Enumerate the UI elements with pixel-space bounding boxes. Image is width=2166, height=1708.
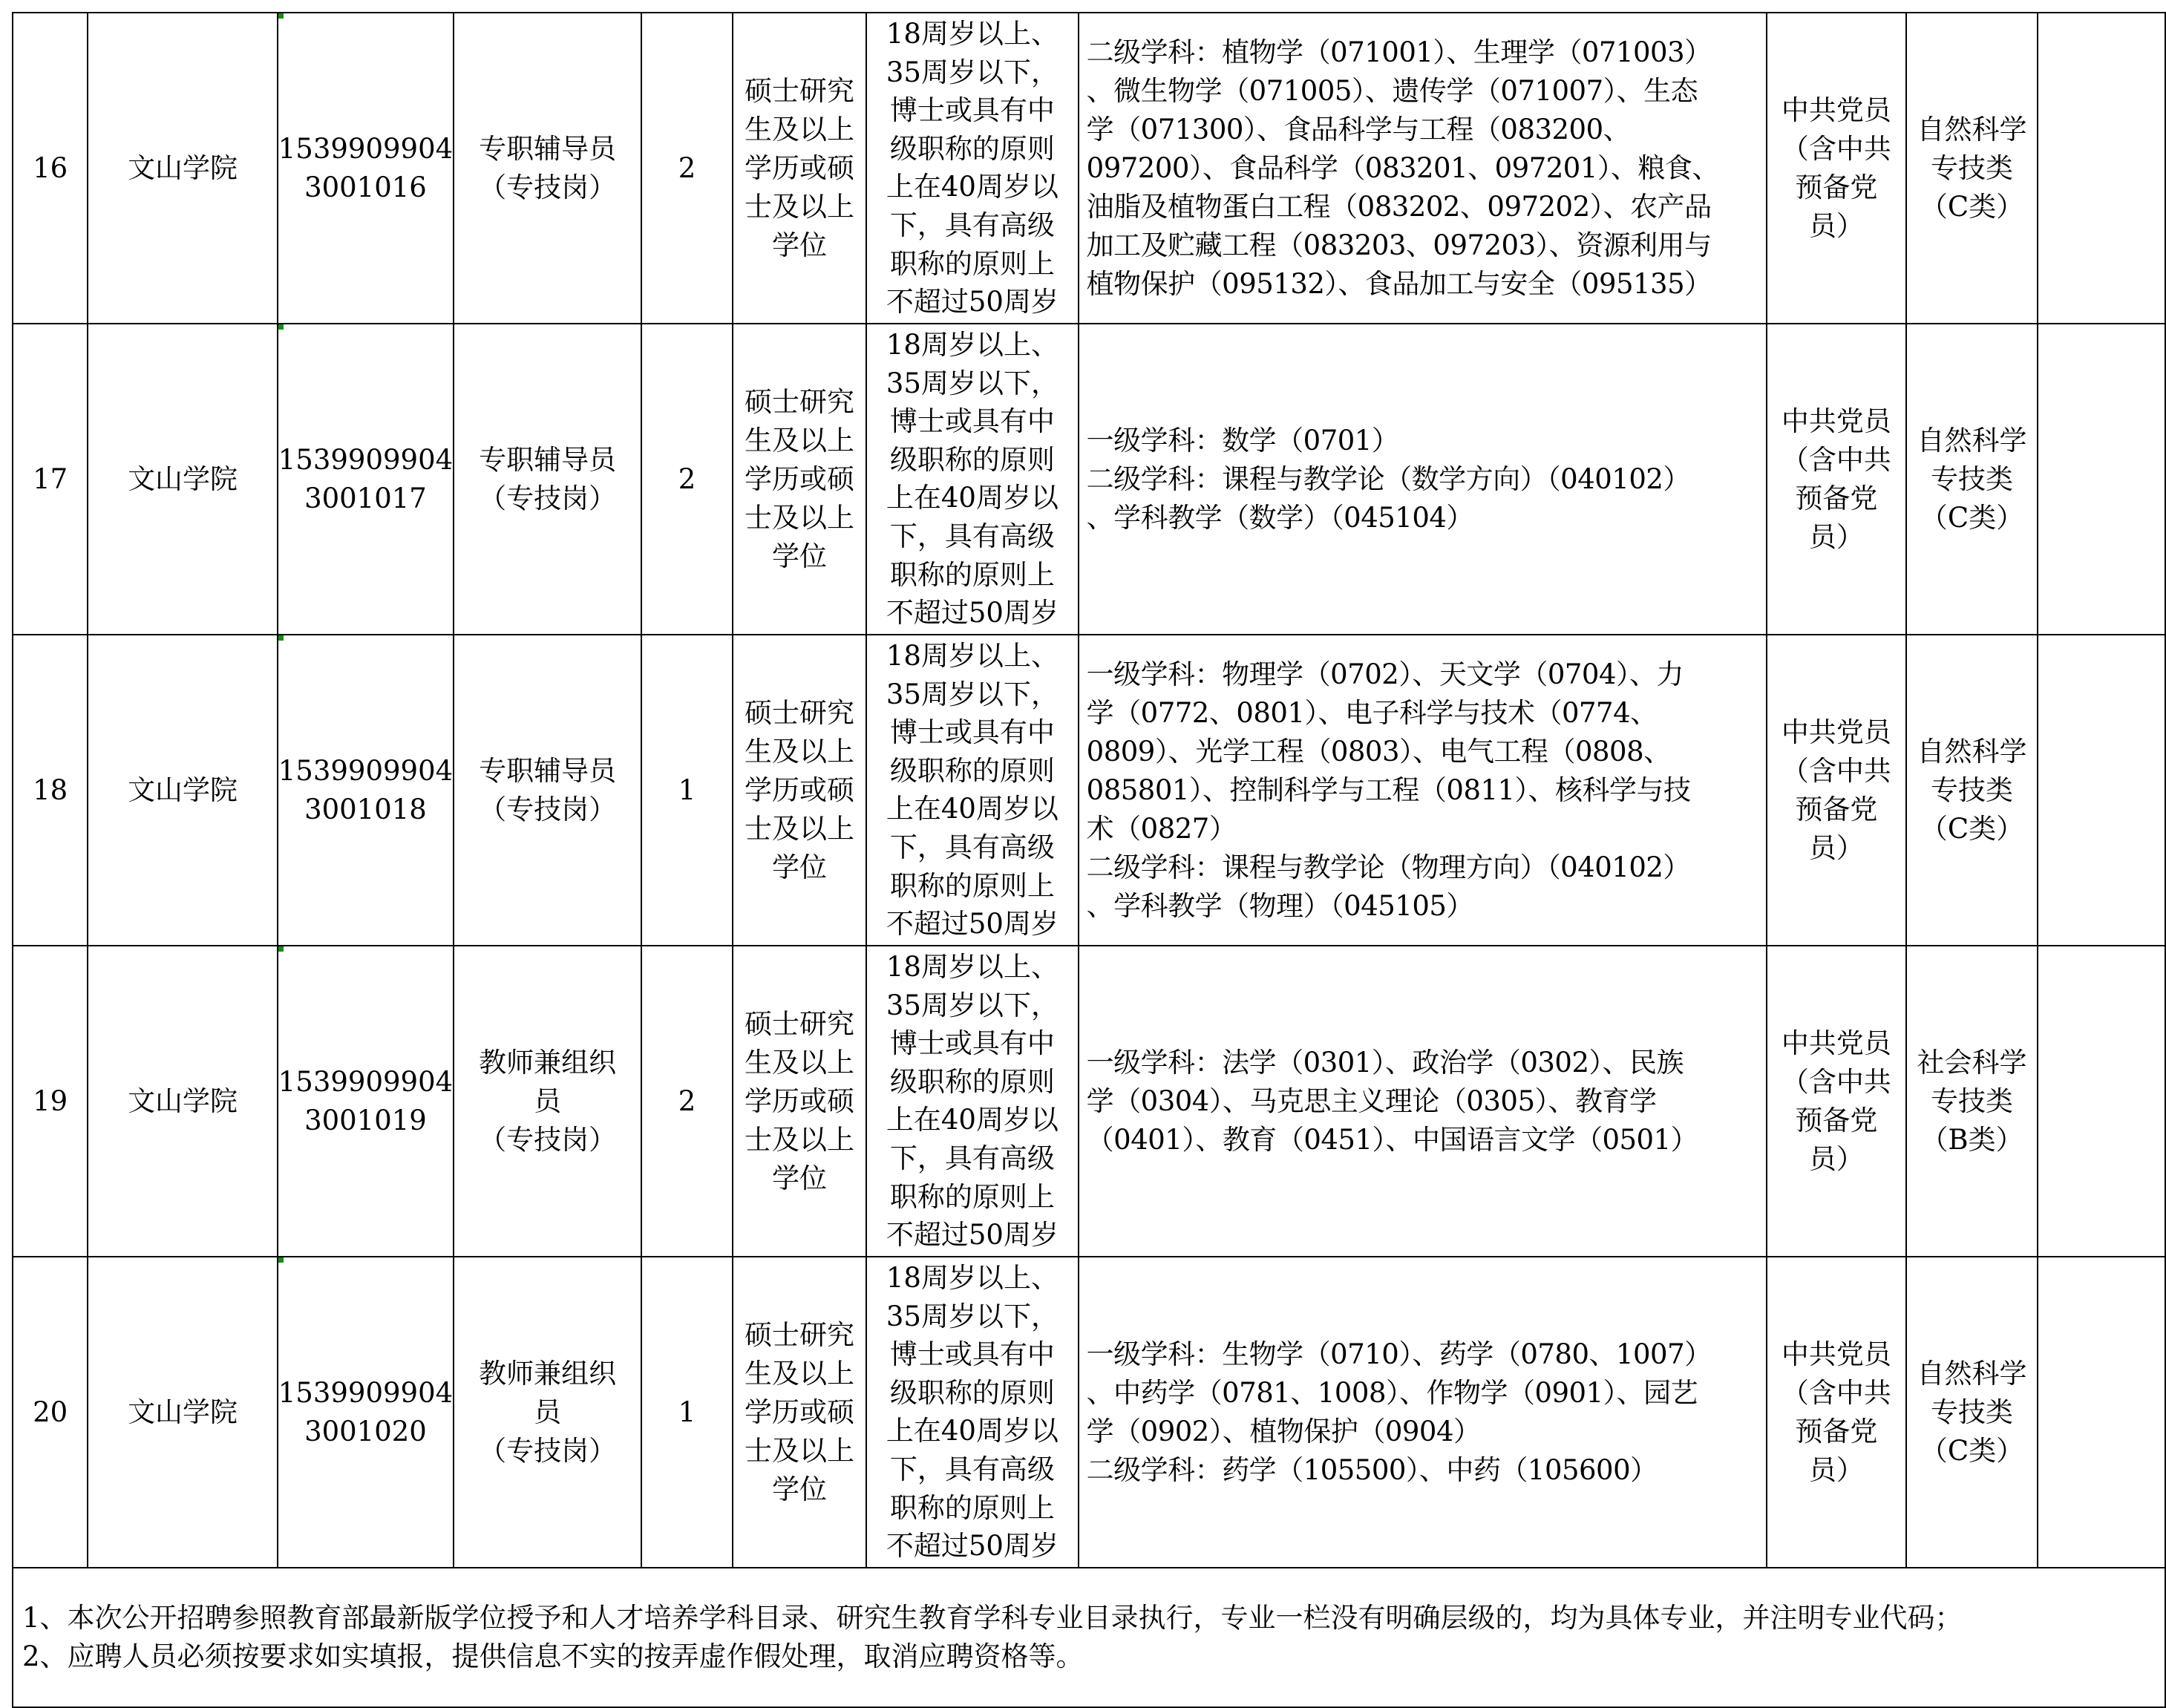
major-requirement-line: （0401）、教育（0451）、中国语言文学（0501） xyxy=(1086,1123,1698,1156)
post-code-line: 1539909904 xyxy=(278,1065,454,1098)
political-status-line: 员） xyxy=(1808,831,1864,864)
exam-category xyxy=(1906,13,2038,324)
notes-cell xyxy=(13,1568,2165,1707)
exam-category xyxy=(1906,946,2038,1257)
major-requirement-line: 085801）、控制科学与工程（0811）、核科学与技 xyxy=(1086,773,1691,806)
education-requirement-line: 学历或硕 xyxy=(745,1084,855,1117)
age-requirement-line: 级职称的原则 xyxy=(889,132,1055,165)
age-requirement xyxy=(866,324,1078,635)
education-requirement-line: 学历或硕 xyxy=(745,462,855,495)
education-requirement xyxy=(733,635,866,946)
recruitment-table xyxy=(12,12,2166,1708)
post-code xyxy=(278,946,454,1257)
political-status xyxy=(1767,1257,1907,1568)
education-requirement-line: 士及以上 xyxy=(745,190,855,223)
political-status xyxy=(1767,635,1907,946)
age-requirement-line: 不超过50周岁 xyxy=(886,1219,1059,1251)
age-requirement-line: 级职称的原则 xyxy=(889,754,1055,787)
major-requirement-line: 术（0827） xyxy=(1086,812,1237,845)
major-requirement-line: 学（0304）、马克思主义理论（0305）、教育学 xyxy=(1086,1084,1657,1117)
major-requirement-line: 二级学科：课程与教学论（数学方向）（040102） xyxy=(1086,462,1690,495)
age-requirement-line: 35周岁以下， xyxy=(886,1300,1059,1332)
major-requirement-line: 一级学科：物理学（0702）、天文学（0704）、力 xyxy=(1086,658,1684,690)
age-requirement-line: 不超过50周岁 xyxy=(886,286,1059,318)
political-status-line: 预备党 xyxy=(1795,793,1878,825)
age-requirement-line: 下，具有高级 xyxy=(889,831,1055,863)
age-requirement-line: 级职称的原则 xyxy=(889,1065,1055,1098)
major-requirement-line: 097200）、食品科学（083201、097201）、粮食、 xyxy=(1086,151,1719,184)
major-requirement-line: 二级学科：植物学（071001）、生理学（071003） xyxy=(1086,36,1712,68)
exam-category xyxy=(1906,324,2038,635)
exam-category-line: 专技类 xyxy=(1931,1084,2014,1117)
age-requirement-line: 下，具有高级 xyxy=(889,209,1055,241)
post-name xyxy=(454,1257,641,1568)
age-requirement-line: 博士或具有中 xyxy=(889,1338,1055,1371)
age-requirement xyxy=(866,1257,1078,1568)
age-requirement-line: 下，具有高级 xyxy=(889,1453,1055,1485)
education-requirement-line: 士及以上 xyxy=(745,812,855,845)
post-name-line: 员 xyxy=(534,1084,562,1117)
post-name xyxy=(454,13,641,324)
political-status-line: 员） xyxy=(1808,520,1864,553)
education-requirement-line: 生及以上 xyxy=(745,1357,855,1390)
age-requirement-line: 博士或具有中 xyxy=(889,94,1055,127)
education-requirement-line: 生及以上 xyxy=(745,735,855,768)
exam-category-line: 专技类 xyxy=(1931,773,2014,806)
major-requirement-line: 、学科教学（数学）（045104） xyxy=(1086,501,1473,534)
political-status xyxy=(1767,324,1907,635)
age-requirement-line: 职称的原则上 xyxy=(889,1180,1055,1213)
post-code xyxy=(278,324,454,635)
hiring-count: 2 xyxy=(641,324,733,635)
post-name xyxy=(454,946,641,1257)
age-requirement-line: 上在40周岁以 xyxy=(886,793,1059,825)
remarks-cell xyxy=(2038,635,2165,946)
political-status-line: 预备党 xyxy=(1795,1104,1878,1136)
age-requirement xyxy=(866,946,1078,1257)
unit-name: 文山学院 xyxy=(88,946,277,1257)
row-number: 16 xyxy=(13,13,88,324)
major-requirement-line: 一级学科：数学（0701） xyxy=(1086,424,1399,457)
exam-category-line: （B类） xyxy=(1920,1123,2023,1156)
major-requirement-line: 、微生物学（071005）、遗传学（071007）、生态 xyxy=(1086,74,1698,107)
education-requirement-line: 学历或硕 xyxy=(745,773,855,806)
education-requirement-line: 硕士研究 xyxy=(745,74,855,107)
education-requirement-line: 学历或硕 xyxy=(745,151,855,184)
education-requirement-line: 学位 xyxy=(772,540,828,572)
age-requirement-line: 上在40周岁以 xyxy=(886,1104,1059,1136)
age-requirement-line: 级职称的原则 xyxy=(889,443,1055,476)
major-requirement-line: 一级学科：法学（0301）、政治学（0302）、民族 xyxy=(1086,1046,1684,1079)
age-requirement-line: 博士或具有中 xyxy=(889,1027,1055,1060)
hiring-count: 1 xyxy=(641,1257,733,1568)
education-requirement-line: 学位 xyxy=(772,851,828,883)
table-row xyxy=(13,1257,2165,1568)
education-requirement-line: 硕士研究 xyxy=(745,696,855,729)
political-status xyxy=(1767,946,1907,1257)
post-name-line: （专技岗） xyxy=(479,1123,617,1156)
post-name-line: 员 xyxy=(534,1395,562,1428)
post-code-line: 1539909904 xyxy=(278,754,454,787)
education-requirement-line: 学位 xyxy=(772,229,828,261)
education-requirement-line: 硕士研究 xyxy=(745,385,855,418)
education-requirement xyxy=(733,13,866,324)
table-row xyxy=(13,324,2165,635)
post-name-line: 专职辅导员 xyxy=(479,754,617,787)
remarks-cell xyxy=(2038,1257,2165,1568)
post-name-line: （专技岗） xyxy=(479,482,617,514)
unit-name: 文山学院 xyxy=(88,1257,277,1568)
political-status-line: （含中共 xyxy=(1781,754,1891,787)
age-requirement-line: 35周岁以下， xyxy=(886,56,1059,88)
major-requirement-line: 植物保护（095132）、食品加工与安全（095135） xyxy=(1086,267,1712,300)
age-requirement-line: 职称的原则上 xyxy=(889,1491,1055,1524)
table-row xyxy=(13,946,2165,1257)
exam-category-line: （C类） xyxy=(1920,190,2024,223)
unit-name: 文山学院 xyxy=(88,13,277,324)
hiring-count: 2 xyxy=(641,13,733,324)
exam-category-line: 自然科学 xyxy=(1917,735,2027,768)
age-requirement-line: 35周岁以下， xyxy=(886,678,1059,710)
age-requirement-line: 18周岁以上、 xyxy=(886,18,1059,50)
major-requirement-line: 二级学科：药学（105500）、中药（105600） xyxy=(1086,1453,1658,1486)
major-requirement-line: 油脂及植物蛋白工程（083202、097202）、农产品 xyxy=(1086,190,1712,223)
post-name-line: 专职辅导员 xyxy=(479,443,617,476)
row-number: 20 xyxy=(13,1257,88,1568)
post-name-line: （专技岗） xyxy=(479,171,617,203)
post-name-line: （专技岗） xyxy=(479,793,617,825)
post-code-line: 1539909904 xyxy=(278,132,454,165)
age-requirement-line: 博士或具有中 xyxy=(889,405,1055,438)
hiring-count: 1 xyxy=(641,635,733,946)
major-requirement-line: 二级学科：课程与教学论（物理方向）（040102） xyxy=(1086,851,1690,883)
post-name xyxy=(454,635,641,946)
major-requirement-line: 学（0772、0801）、电子科学与技术（0774、 xyxy=(1086,696,1658,729)
education-requirement-line: 硕士研究 xyxy=(745,1007,855,1040)
exam-category-line: 自然科学 xyxy=(1917,1357,2027,1390)
post-code-line: 3001020 xyxy=(304,1415,427,1447)
political-status-line: 预备党 xyxy=(1795,482,1878,514)
exam-category-line: （C类） xyxy=(1920,501,2024,534)
education-requirement-line: 生及以上 xyxy=(745,1046,855,1079)
political-status-line: （含中共 xyxy=(1781,1065,1891,1098)
political-status-line: （含中共 xyxy=(1781,1376,1891,1409)
major-requirement xyxy=(1079,635,1767,946)
post-code xyxy=(278,13,454,324)
education-requirement xyxy=(733,1257,866,1568)
post-code-line: 1539909904 xyxy=(278,1376,454,1409)
note-2: 2、应聘人员必须按要求如实填报，提供信息不实的按弄虚作假处理，取消应聘资格等。 xyxy=(22,1640,1084,1672)
exam-category-line: 专技类 xyxy=(1931,151,2014,184)
age-requirement-line: 上在40周岁以 xyxy=(886,1415,1059,1447)
major-requirement-line: 0809）、光学工程（0803）、电气工程（0808、 xyxy=(1086,735,1671,768)
political-status-line: 中共党员 xyxy=(1781,405,1891,437)
age-requirement-line: 不超过50周岁 xyxy=(886,908,1059,940)
post-code-line: 3001017 xyxy=(304,482,427,514)
major-requirement-line: 学（071300）、食品科学与工程（083200、 xyxy=(1086,113,1631,145)
age-requirement-line: 不超过50周岁 xyxy=(886,1530,1059,1563)
major-requirement xyxy=(1079,1257,1767,1568)
age-requirement-line: 博士或具有中 xyxy=(889,716,1055,749)
political-status-line: 预备党 xyxy=(1795,1415,1878,1447)
unit-name: 文山学院 xyxy=(88,635,277,946)
table-row xyxy=(13,13,2165,324)
table-body xyxy=(13,13,2165,1568)
post-name-line: （专技岗） xyxy=(479,1434,617,1467)
age-requirement-line: 级职称的原则 xyxy=(889,1376,1055,1409)
exam-category-line: （C类） xyxy=(1920,1434,2024,1467)
row-number: 19 xyxy=(13,946,88,1257)
exam-category-line: 社会科学 xyxy=(1917,1046,2027,1079)
unit-name: 文山学院 xyxy=(88,324,277,635)
political-status-line: 预备党 xyxy=(1795,171,1878,203)
education-requirement-line: 学位 xyxy=(772,1473,828,1505)
major-requirement xyxy=(1079,946,1767,1257)
post-code-line: 3001018 xyxy=(304,793,427,825)
education-requirement xyxy=(733,946,866,1257)
education-requirement-line: 学历或硕 xyxy=(745,1395,855,1428)
post-name xyxy=(454,324,641,635)
political-status-line: 员） xyxy=(1808,209,1864,242)
exam-category-line: 专技类 xyxy=(1931,462,2014,495)
major-requirement-line: 学（0902）、植物保护（0904） xyxy=(1086,1415,1481,1447)
post-code xyxy=(278,635,454,946)
education-requirement xyxy=(733,324,866,635)
political-status xyxy=(1767,13,1907,324)
major-requirement-line: 、学科教学（物理）（045105） xyxy=(1086,889,1473,922)
exam-category-line: （C类） xyxy=(1920,812,2024,845)
age-requirement-line: 职称的原则上 xyxy=(889,869,1055,902)
major-requirement-line: 、中药学（0781、1008）、作物学（0901）、园艺 xyxy=(1086,1376,1698,1409)
row-number: 18 xyxy=(13,635,88,946)
note-1: 1、本次公开招聘参照教育部最新版学位授予和人才培养学科目录、研究生教育学科专业目录执行，专业一栏没有明确层级的，均为具体专业，并注明专业代码； xyxy=(22,1602,1963,1634)
major-requirement xyxy=(1079,13,1767,324)
education-requirement-line: 学位 xyxy=(772,1162,828,1194)
education-requirement-line: 士及以上 xyxy=(745,1434,855,1467)
education-requirement-line: 生及以上 xyxy=(745,113,855,145)
age-requirement-line: 35周岁以下， xyxy=(886,989,1059,1021)
major-requirement xyxy=(1079,324,1767,635)
remarks-cell xyxy=(2038,324,2165,635)
age-requirement-line: 上在40周岁以 xyxy=(886,482,1059,514)
political-status-line: 员） xyxy=(1808,1453,1864,1486)
education-requirement-line: 生及以上 xyxy=(745,424,855,457)
age-requirement xyxy=(866,13,1078,324)
post-code-line: 3001019 xyxy=(304,1104,427,1136)
exam-category-line: 专技类 xyxy=(1931,1395,2014,1428)
exam-category xyxy=(1906,635,2038,946)
political-status-line: 员） xyxy=(1808,1142,1864,1175)
post-code xyxy=(278,1257,454,1568)
education-requirement-line: 硕士研究 xyxy=(745,1318,855,1351)
education-requirement-line: 士及以上 xyxy=(745,501,855,534)
age-requirement-line: 职称的原则上 xyxy=(889,558,1055,591)
post-name-line: 教师兼组织 xyxy=(479,1046,617,1079)
age-requirement-line: 上在40周岁以 xyxy=(886,171,1059,203)
table-row xyxy=(13,635,2165,946)
exam-category xyxy=(1906,1257,2038,1568)
political-status-line: 中共党员 xyxy=(1781,1027,1891,1059)
age-requirement-line: 下，具有高级 xyxy=(889,1142,1055,1174)
political-status-line: 中共党员 xyxy=(1781,94,1891,126)
exam-category-line: 自然科学 xyxy=(1917,113,2027,145)
post-name-line: 专职辅导员 xyxy=(479,132,617,165)
political-status-line: 中共党员 xyxy=(1781,1338,1891,1370)
age-requirement-line: 35周岁以下， xyxy=(886,367,1059,399)
age-requirement-line: 下，具有高级 xyxy=(889,520,1055,552)
remarks-cell xyxy=(2038,13,2165,324)
age-requirement-line: 18周岁以上、 xyxy=(886,640,1059,672)
age-requirement-line: 不超过50周岁 xyxy=(886,597,1059,629)
education-requirement-line: 士及以上 xyxy=(745,1123,855,1156)
post-code-line: 3001016 xyxy=(304,171,427,203)
post-code-line: 1539909904 xyxy=(278,443,454,476)
age-requirement xyxy=(866,635,1078,946)
post-name-line: 教师兼组织 xyxy=(479,1357,617,1390)
age-requirement-line: 18周岁以上、 xyxy=(886,1262,1059,1294)
age-requirement-line: 18周岁以上、 xyxy=(886,951,1059,983)
political-status-line: （含中共 xyxy=(1781,443,1891,476)
age-requirement-line: 职称的原则上 xyxy=(889,247,1055,280)
political-status-line: （含中共 xyxy=(1781,132,1891,165)
major-requirement-line: 加工及贮藏工程（083203、097203）、资源利用与 xyxy=(1086,229,1712,261)
row-number: 17 xyxy=(13,324,88,635)
political-status-line: 中共党员 xyxy=(1781,716,1891,748)
age-requirement-line: 18周岁以上、 xyxy=(886,329,1059,361)
major-requirement-line: 一级学科：生物学（0710）、药学（0780、1007） xyxy=(1086,1338,1712,1370)
exam-category-line: 自然科学 xyxy=(1917,424,2027,457)
hiring-count: 2 xyxy=(641,946,733,1257)
remarks-cell xyxy=(2038,946,2165,1257)
